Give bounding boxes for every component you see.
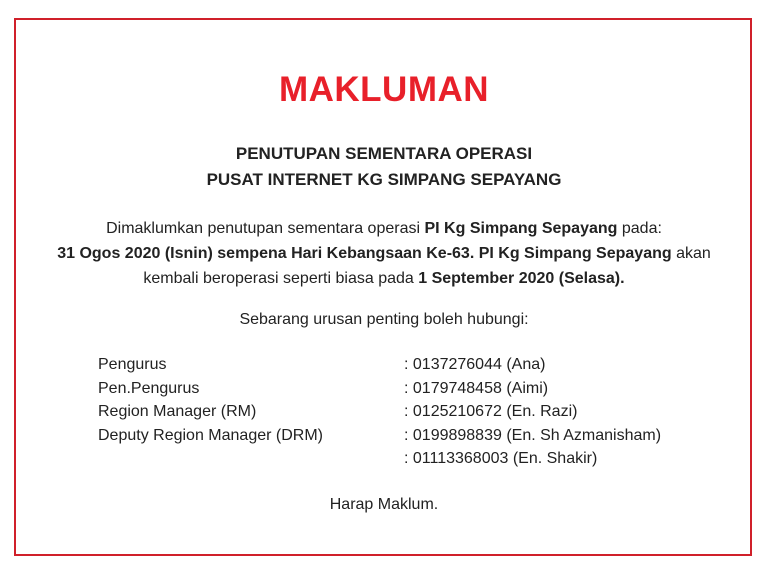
- contact-number: : 0179748458 (Aimi): [404, 379, 549, 397]
- paragraph-line-1: [0, 216, 768, 241]
- paragraph-bold-text: 1 September 2020 (Selasa).: [418, 270, 625, 287]
- contact-intro: Sebarang urusan penting boleh hubungi:: [239, 311, 529, 328]
- contact-number: : 0199898839 (En. Sh Azmanisham): [404, 426, 662, 444]
- paragraph-line-2: [0, 241, 768, 266]
- contact-row: [98, 356, 661, 380]
- notice-paragraph: [0, 216, 768, 291]
- contact-role: [98, 450, 404, 474]
- contact-number: : 0137276044 (Ana): [404, 356, 546, 373]
- paragraph-bold-text: PI Kg Simpang Sepayang: [424, 220, 618, 237]
- contact-number: : 0125210672 (En. Razi): [404, 403, 578, 420]
- contact-row: [98, 450, 661, 474]
- paragraph-text: akan: [671, 245, 711, 262]
- contact-row: [98, 403, 661, 427]
- paragraph-line-3: [0, 266, 768, 291]
- closing-text: Harap Maklum.: [329, 496, 439, 513]
- contact-role: Pengurus: [98, 356, 167, 373]
- notice-title: MAKLUMAN: [278, 70, 490, 109]
- contact-row: [98, 427, 661, 451]
- contact-role: Region Manager (RM): [98, 403, 257, 420]
- contact-role: Deputy Region Manager (DRM): [98, 426, 323, 444]
- contact-row: [98, 380, 661, 404]
- notice-subtitle-line1: PENUTUPAN SEMENTARA OPERASI: [235, 144, 533, 163]
- contact-role: Pen.Pengurus: [98, 379, 200, 397]
- contact-number: : 01113368003 (En. Shakir): [404, 450, 598, 467]
- contact-list: [98, 356, 661, 474]
- notice-subtitle-line2: PUSAT INTERNET KG SIMPANG SEPAYANG: [206, 170, 562, 189]
- paragraph-bold-text: 31 Ogos 2020 (Isnin) sempena Hari Kebangsaan Ke-63. PI Kg Simpang Sepayang: [57, 245, 672, 262]
- paragraph-text: Dimaklumkan penutupan sementara operasi: [106, 220, 425, 237]
- paragraph-text: pada:: [617, 220, 662, 237]
- paragraph-text: kembali beroperasi seperti biasa pada: [143, 270, 419, 287]
